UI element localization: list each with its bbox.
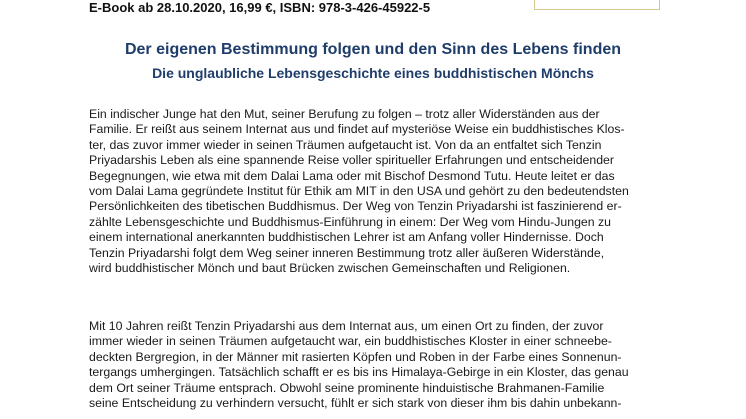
paragraph-2	[89, 319, 629, 411]
text-line: seine Entscheidung zu verhindern versucht, fühlt er sich stark von dieser ihm bis dahin unbekann-	[89, 395, 622, 410]
text-line: Begegnungen, wie etwa mit dem Dalai Lama oder mit Bischof Desmond Tutu. Heute leitet er das	[89, 168, 615, 183]
headline-title: Der eigenen Bestimmung folgen und den Sinn des Lebens finden	[124, 41, 622, 58]
text-line: Mit 10 Jahren reißt Tenzin Priyadarshi aus dem Internat aus, um einen Ort zu finden, der zuvor	[89, 319, 604, 333]
headline-subtitle: Die unglaubliche Lebensgeschichte eines buddhistischen Mönchs	[152, 65, 594, 81]
text-line: tergangs umhergingen. Tatsächlich schafft er es bis ins Himalaya-Gebirge in ein Kloster, das genau	[89, 365, 629, 380]
text-line: Familie. Er reißt aus seinem Internat aus und findet auf mysteriöse Weise ein buddhistisches Klos-	[89, 122, 625, 137]
text-line: ter, das zuvor immer wieder in seinen Träumen aufgetaucht ist. Von da an entfaltet sich Tenzin	[89, 137, 602, 152]
text-line: zählte Lebensgeschichte und Buddhismus-Einführung in einem: Der Weg vom Hindu-Jungen zu	[89, 214, 612, 229]
text-line: Priyadarshis Leben als eine spannende Reise voller spiritueller Erfahrungen und entscheidender	[89, 153, 614, 168]
text-line: wird buddhistischer Mönch und baut Brücken zwischen Gemeinschaften und Religionen.	[89, 260, 571, 275]
text-line: Ein indischer Junge hat den Mut, seiner Berufung zu folgen – trotz aller Widerständen aus der	[89, 107, 600, 121]
text-line: deckten Bergregion, in der Männer mit rasierten Köpfen und Roben in der Farbe eines Sonnenun-	[89, 349, 622, 364]
text-line: Persönlichkeiten des tibetischen Buddhismus. Der Weg von Tenzin Priyadarshi ist faszinierend er-	[89, 199, 622, 214]
text-line: vom Dalai Lama gegründete Institut für Ethik am MIT in den USA und gehört zu den bedeutendsten	[89, 183, 629, 198]
paragraph-1	[89, 107, 629, 276]
ebook-info-line: E-Book ab 28.10.2020, 16,99 €, ISBN: 978-3-426-45922-5	[89, 0, 431, 15]
text-line: Tenzin Priyadarshi folgt dem Weg seiner inneren Bestimmung trotz aller äußeren Widerstände,	[89, 245, 605, 260]
text-line: einem international anerkannten buddhistischen Lehrer ist am Anfang voller Hindernisse. Doch	[89, 230, 604, 245]
book-cover-frame	[534, 0, 660, 10]
text-line: immer wieder in seinen Träumen aufgetaucht war, ein buddhistisches Kloster in einer schneebe-	[89, 334, 612, 349]
text-line: dem Ort seiner Träume entsprach. Obwohl seine prominente hinduistische Brahmanen-Familie	[89, 380, 605, 395]
